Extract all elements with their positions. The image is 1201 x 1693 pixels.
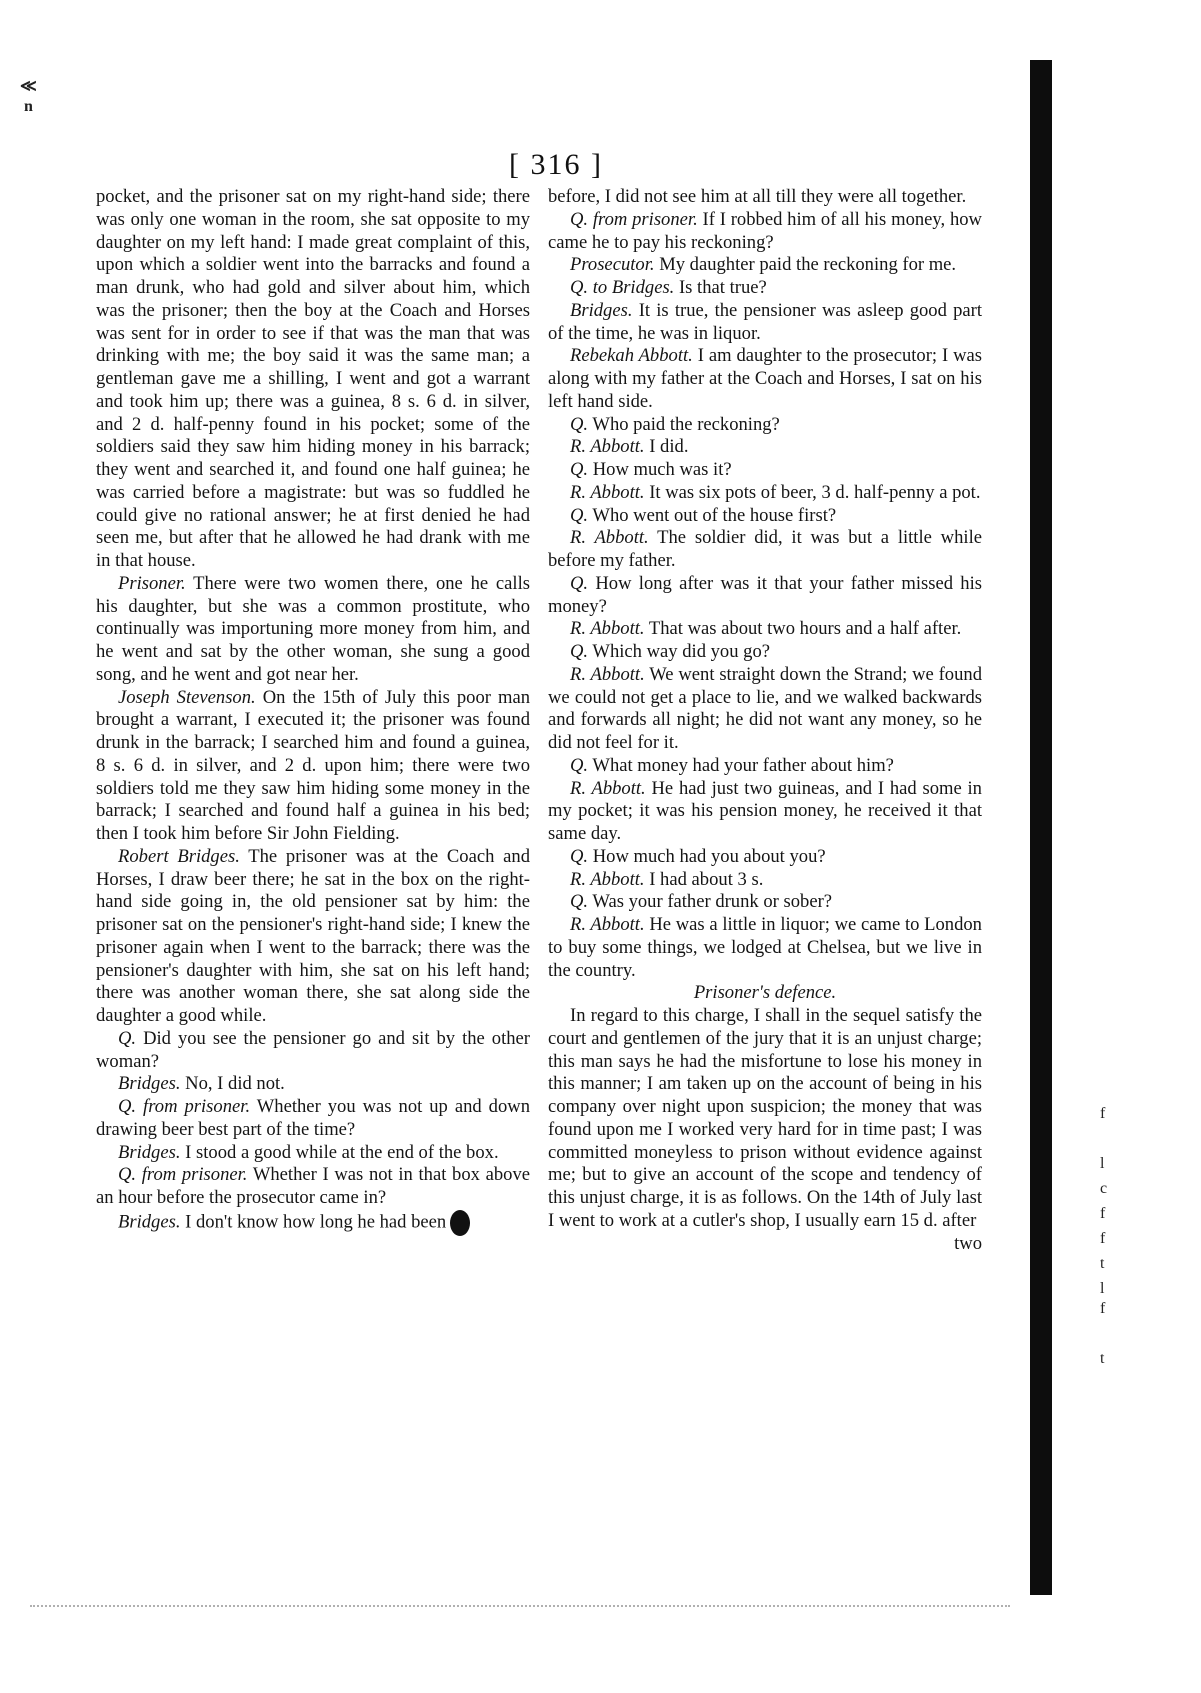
paragraph-text: Is that true?: [678, 277, 767, 298]
paragraph: [548, 618, 982, 641]
speaker-label: Prisoner.: [118, 572, 186, 594]
speaker-label: Q.: [570, 845, 589, 867]
bleed-letter: l: [1100, 1155, 1105, 1172]
paragraph-text: I had about 3 s.: [649, 868, 764, 890]
paragraph: [96, 1073, 530, 1096]
paragraph-text: No, I did not.: [185, 1073, 285, 1095]
paragraph: [96, 1028, 530, 1074]
paragraph: [548, 573, 982, 619]
speaker-label: Bridges.: [118, 1073, 181, 1095]
speaker-label: R. Abbott.: [570, 481, 645, 503]
bleed-letter: t: [1100, 1350, 1105, 1367]
paragraph: [96, 687, 530, 846]
section-heading: Prisoner's defence.: [693, 982, 837, 1004]
speaker-label: R. Abbott.: [570, 868, 645, 890]
paragraph: [96, 1142, 530, 1165]
speaker-label: R. Abbott.: [570, 914, 645, 935]
paragraph-text: In regard to this charge, I shall in the sequel satisfy the court and gentlemen of the jury that it is an unjust charge; this man says he had the misfortune to lose his money in this manner; I am taken up on the account of being in his company over night upon suspicion; the money that was found upon me I worked very hard for in time past; I was committed moneyless to prison without evidence against me; but to give an account of the scope and tendency of this unjust charge, it is as follows. On the 14th of July last I went to work at a cutler's shop, I usually earn 15 d. after: [548, 1005, 982, 1231]
paragraph-text: Did you see the pensioner go and sit by the other woman?: [96, 1027, 530, 1072]
paragraph-text: Whether I was not in that box above an hour before the prosecutor came in?: [96, 1164, 531, 1208]
paragraph-text: That was about two hours and a half after.: [648, 618, 962, 640]
paragraph-text: Who went out of the house first?: [592, 504, 837, 526]
edge-mark-top: ≪: [20, 78, 37, 95]
catchword: two: [954, 1232, 982, 1254]
paragraph: [548, 914, 982, 982]
paragraph-text: My daughter paid the reckoning for me.: [659, 254, 957, 276]
paragraph: [548, 755, 982, 778]
paragraph-text: If I robbed him of all his money, how came he to pay his reckoning?: [548, 208, 982, 253]
paragraph-text: How much was it?: [592, 459, 732, 480]
paragraph-text: There were two women there, one he calls his daughter, but she was a common prostitute, who continually was importuning more money from him, and he went and sat by the other woman, she sung a good song, and he went and got near her.: [96, 572, 530, 685]
paragraph: [96, 186, 530, 573]
paragraph: [96, 1210, 530, 1236]
speaker-label: Bridges.: [570, 299, 633, 321]
speaker-label: Joseph Stevenson.: [118, 686, 256, 708]
paragraph: [548, 664, 982, 755]
paragraph-text: The prisoner was at the Coach and Horses, I draw beer there; he sat in the box on the right-hand side going in, the old pensioner sat by him: the prisoner sat on the pensioner's right-hand side; I knew the prisoner again when I went to the barrack; there was the pensioner's daughter with him, she sat on his left hand; there was another woman there, she sat along side the daughter a good while.: [96, 845, 531, 1026]
paragraph: [548, 277, 982, 300]
bleed-letter: l: [1100, 1280, 1105, 1297]
paragraph: [548, 209, 982, 255]
paragraph-text: Who paid the reckoning?: [592, 413, 780, 435]
binding-shadow: [1030, 60, 1052, 1595]
paragraph-text: pocket, and the prisoner sat on my right-hand side; there was only one woman in the room, she sat opposite to my daughter on my left hand: I made great complaint of this, upon which a soldier went into the barracks and found a man drunk, who had gold and silver about him, which was the prisoner; then the boy at the Coach and Horses was sent for in order to see if that was the man that was drinking with me; the boy said it was the same man; a gentleman gave me a shilling, I went and got a warrant and took him up; there was a guinea, 8 s. 6 d. in silver, and 2 d. half-penny found in his pocket; some of the soldiers said they saw him hiding money in his barrack; they went and searched it, and found one half guinea; he was carried before a magistrate: but was so fuddled he could give no rational answer; he at first denied he had seen me, but after that he allowed he had drank with me in that house.: [96, 186, 530, 571]
paragraph: [548, 891, 982, 914]
speaker-label: Q. from prisoner.: [118, 1096, 251, 1117]
paragraph: [548, 641, 982, 664]
speaker-label: Robert Bridges.: [118, 845, 240, 867]
speaker-label: Q.: [570, 413, 589, 435]
bleed-letter: t: [1100, 1255, 1105, 1272]
right-column: [548, 186, 982, 1255]
paragraph: [96, 846, 530, 1028]
paragraph: [96, 1164, 530, 1210]
speaker-label: Bridges.: [118, 1211, 181, 1233]
paragraph: [548, 846, 982, 869]
paragraph: [548, 186, 982, 209]
speaker-label: Q.: [570, 754, 589, 776]
paragraph-text: The soldier did, it was but a little while before my father.: [548, 527, 982, 571]
speaker-label: Q.: [570, 572, 589, 594]
paragraph-text: Whether you was not up and down drawing beer best part of the time?: [96, 1096, 530, 1140]
speaker-label: Q.: [570, 504, 589, 526]
paragraph: [548, 869, 982, 892]
speaker-label: R. Abbott.: [570, 663, 645, 685]
paragraph-text: It was six pots of beer, 3 d. half-penny a pot.: [649, 481, 981, 503]
paragraph: [548, 1005, 982, 1233]
paragraph-text: I stood a good while at the end of the box.: [185, 1141, 499, 1163]
paragraph-text: On the 15th of July this poor man brought a warrant, I executed it; the prisoner was found drunk in the barrack; I searched him and found a guinea, 8 s. 6 d. in silver, and 2 d. upon him; there were two soldiers told me they saw him hiding some money in the barrack; I searched and found half a guinea in his bed; then I took him before Sir John Fielding.: [96, 686, 530, 844]
speaker-label: Q. from prisoner.: [570, 208, 698, 230]
paragraph: [548, 345, 982, 413]
paragraph-text: It is true, the pensioner was asleep good part of the time, he was in liquor.: [548, 299, 982, 344]
scan-noise: [30, 1605, 1010, 1607]
paragraph: [548, 436, 982, 459]
paragraph-text: What money had your father about him?: [592, 754, 894, 776]
speaker-label: Q.: [118, 1027, 137, 1049]
paragraph: [548, 459, 982, 482]
paragraph-text: We went straight down the Strand; we found we could not get a place to lie, and we walked backwards and forwards all night; he did not want any money, so he did not feel for it.: [548, 663, 982, 753]
bleed-letter: f: [1100, 1105, 1106, 1122]
paragraph: [548, 254, 982, 277]
paragraph: [548, 527, 982, 573]
speaker-label: Q.: [570, 641, 589, 662]
speaker-label: Rebekah Abbott.: [570, 345, 693, 367]
paragraph: [96, 1096, 530, 1142]
speaker-label: Q.: [570, 459, 589, 480]
paragraph-text: Was your father drunk or sober?: [592, 891, 833, 913]
paragraph-text: I don't know how long he had been: [185, 1211, 447, 1233]
paragraph-text: How much had you about you?: [592, 845, 826, 867]
ink-blot: [450, 1210, 470, 1236]
speaker-label: R. Abbott.: [570, 618, 645, 640]
paragraph: [548, 482, 982, 505]
speaker-label: R. Abbott.: [570, 527, 649, 549]
paragraph-text: I am daughter to the prosecutor; I was along with my father at the Coach and Horses, I sat on his left hand side.: [548, 345, 982, 412]
edge-mark-second: n: [24, 98, 33, 115]
paragraph: [548, 414, 982, 437]
paragraph-text: He was a little in liquor; we came to London to buy some things, we lodged at Chelsea, but we live in the country.: [548, 914, 982, 981]
speaker-label: Prosecutor.: [570, 254, 655, 276]
paragraph-text: before, I did not see him at all till they were all together.: [548, 186, 967, 207]
paragraph-text: He had just two guineas, and I had some in my pocket; it was his pension money, he received it that same day.: [548, 777, 982, 844]
speaker-label: Q. from prisoner.: [118, 1164, 248, 1186]
paragraph-text: Which way did you go?: [592, 641, 771, 662]
bleed-letter: f: [1100, 1230, 1106, 1247]
bleed-letter: f: [1100, 1205, 1106, 1222]
bleed-letter: f: [1100, 1300, 1106, 1317]
page-number: [ 316 ]: [509, 148, 603, 181]
paragraph: [548, 778, 982, 846]
speaker-label: R. Abbott.: [570, 436, 645, 458]
paragraph: [548, 300, 982, 346]
speaker-label: Q.: [570, 891, 589, 913]
paragraph: [96, 573, 530, 687]
bleed-letter: c: [1100, 1180, 1108, 1197]
paragraph: [548, 505, 982, 528]
paragraph-text: I did.: [649, 436, 689, 458]
speaker-label: Bridges.: [118, 1141, 181, 1163]
paragraph-text: How long after was it that your father missed his money?: [548, 572, 982, 617]
left-column: [96, 186, 530, 1236]
speaker-label: Q. to Bridges.: [570, 277, 675, 298]
speaker-label: R. Abbott.: [570, 777, 646, 799]
